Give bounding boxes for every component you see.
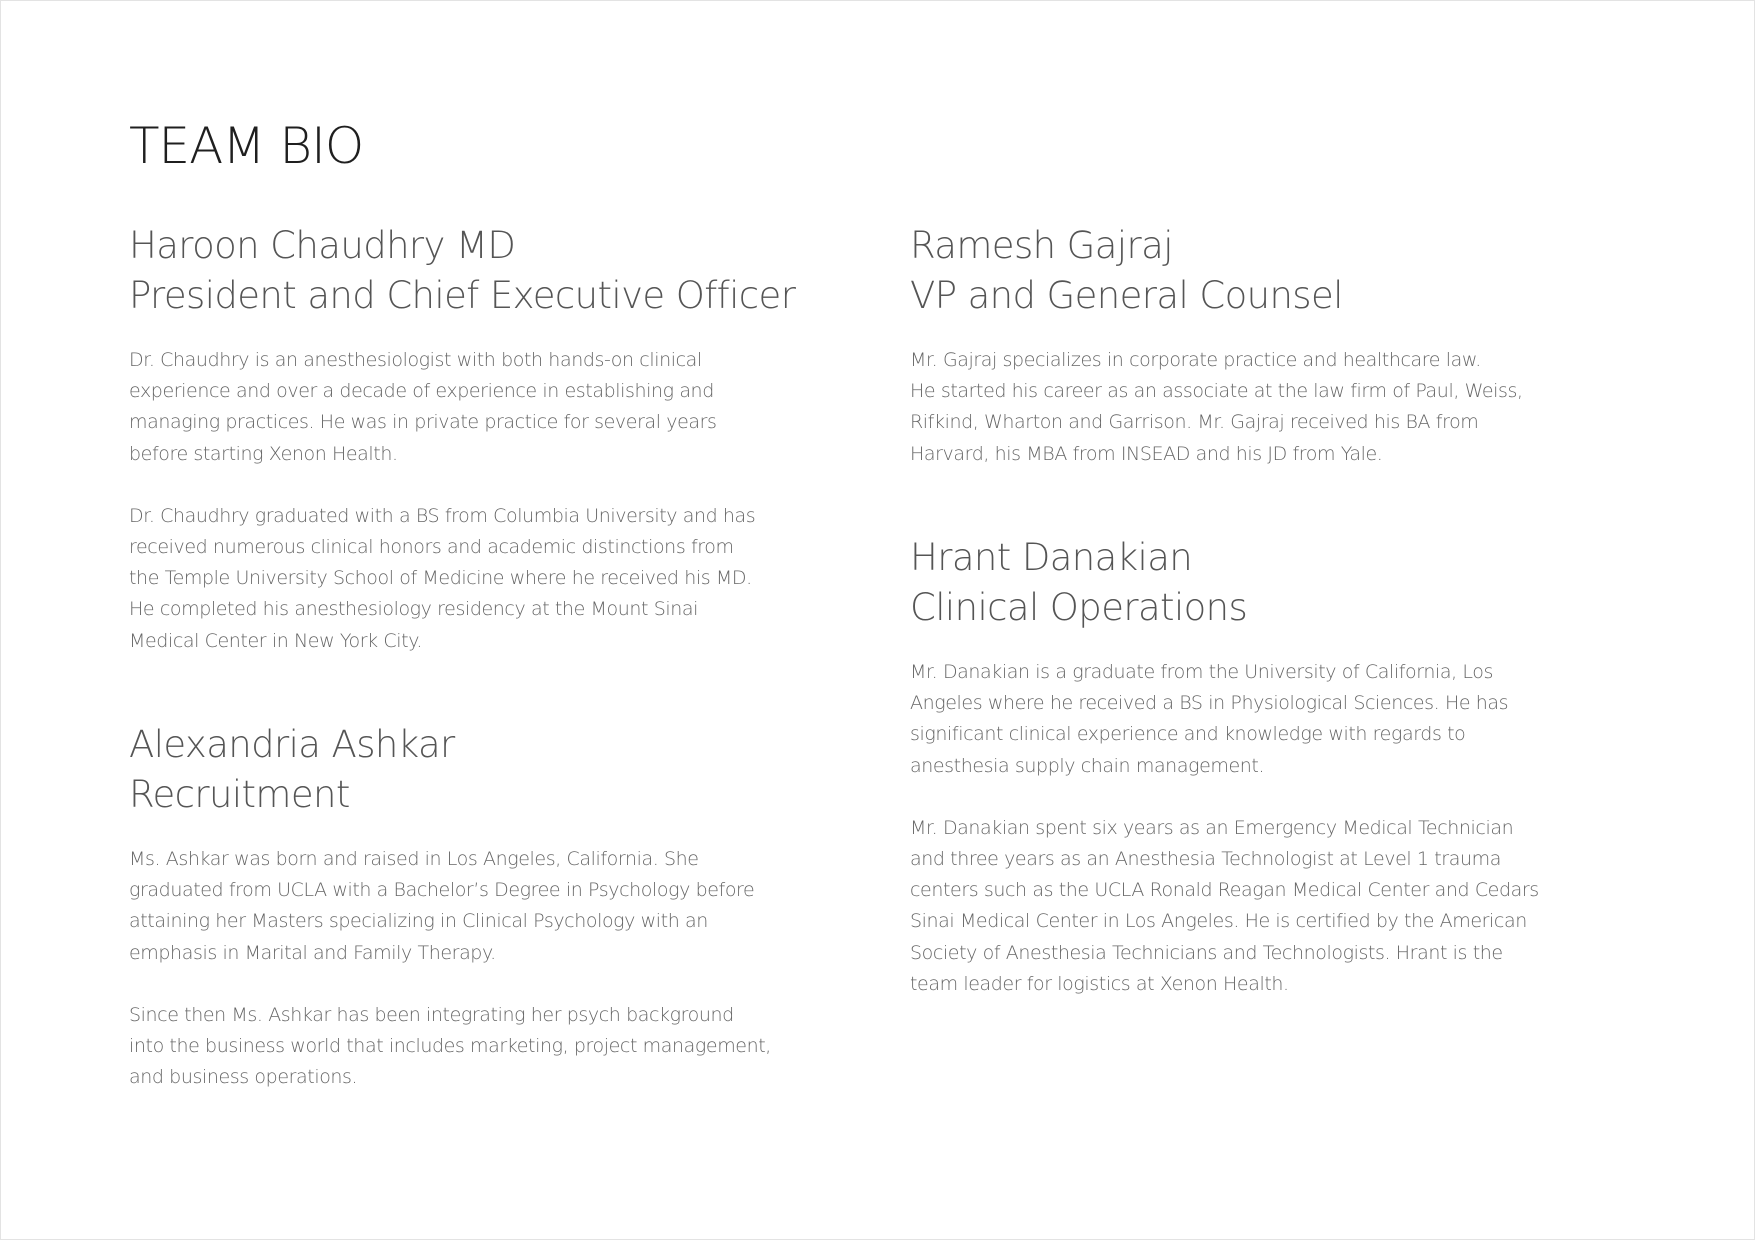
bio-line: Sinai Medical Center in Los Angeles. He is certified by the American <box>910 910 1527 933</box>
bio-line: received numerous clinical honors and academic distinctions from <box>129 536 734 559</box>
bio-paragraph <box>129 501 795 657</box>
bio-paragraph <box>910 657 1539 782</box>
bio-line: Society of Anesthesia Technicians and Technologists. Hrant is the <box>910 941 1503 964</box>
bio-role: VP and General Counsel <box>910 274 1343 317</box>
bio-role: Clinical Operations <box>910 586 1248 629</box>
bio-paragraph <box>129 345 795 470</box>
bio-line: and business operations. <box>129 1066 358 1089</box>
bio-line: Harvard, his MBA from INSEAD and his JD from Yale. <box>910 442 1383 465</box>
bio-role: Recruitment <box>129 773 350 816</box>
bio-section-danakian <box>910 533 1539 1031</box>
bio-paragraph <box>910 345 1523 470</box>
bio-line: He started his career as an associate at the law firm of Paul, Weiss, <box>910 380 1523 403</box>
bio-name: Alexandria Ashkar <box>129 723 455 766</box>
bio-line: He completed his anesthesiology residency at the Mount Sinai <box>129 598 698 621</box>
bio-name: Hrant Danakian <box>910 536 1193 579</box>
bio-role: President and Chief Executive Officer <box>129 274 796 317</box>
bio-line: Medical Center in New York City. <box>129 629 422 652</box>
bio-line: centers such as the UCLA Ronald Reagan Medical Center and Cedars <box>910 879 1539 902</box>
bio-heading <box>910 221 1523 321</box>
bio-line: team leader for logistics at Xenon Health. <box>910 972 1289 995</box>
bio-line: graduated from UCLA with a Bachelor’s Degree in Psychology before <box>129 879 755 902</box>
bio-paragraph <box>910 813 1539 1000</box>
bio-line: Mr. Gajraj specializes in corporate practice and healthcare law. <box>910 349 1481 371</box>
bio-line: Mr. Danakian spent six years as an Emergency Medical Technician <box>910 816 1514 839</box>
bio-paragraph <box>129 1000 771 1094</box>
bio-line: significant clinical experience and knowledge with regards to <box>910 723 1466 746</box>
bio-paragraph <box>129 844 771 969</box>
bio-heading <box>129 221 795 321</box>
bio-line: Ms. Ashkar was born and raised in Los Angeles, California. She <box>129 848 699 870</box>
bio-line: Dr. Chaudhry is an anesthesiologist with both hands-on clinical <box>129 349 702 371</box>
bio-line: Rifkind, Wharton and Garrison. Mr. Gajraj received his BA from <box>910 411 1479 434</box>
bio-line: attaining her Masters specializing in Clinical Psychology with an <box>129 910 708 933</box>
bio-line: Since then Ms. Ashkar has been integrating her psych background <box>129 1003 734 1026</box>
bio-line: anesthesia supply chain management. <box>910 754 1265 777</box>
bio-section-gajraj <box>910 221 1523 501</box>
bio-line: Angeles where he received a BS in Physiological Sciences. He has <box>910 692 1509 715</box>
bio-section-chaudhry <box>129 221 795 688</box>
bio-line: emphasis in Marital and Family Therapy. <box>129 941 496 964</box>
bio-line: Mr. Danakian is a graduate from the University of California, Los <box>910 661 1493 683</box>
bio-line: into the business world that includes marketing, project management, <box>129 1035 771 1058</box>
bio-line: and three years as an Anesthesia Technologist at Level 1 trauma <box>910 848 1501 871</box>
bio-section-ashkar <box>129 720 771 1124</box>
bio-heading <box>910 533 1539 633</box>
bio-line: Dr. Chaudhry graduated with a BS from Columbia University and has <box>129 504 756 527</box>
bio-line: before starting Xenon Health. <box>129 442 398 465</box>
bio-name: Ramesh Gajraj <box>910 224 1173 267</box>
page-title: TEAM BIO <box>129 117 364 175</box>
bio-line: experience and over a decade of experience in establishing and <box>129 380 714 403</box>
bio-line: the Temple University School of Medicine where he received his MD. <box>129 567 752 590</box>
bio-heading <box>129 720 771 820</box>
bio-line: managing practices. He was in private practice for several years <box>129 411 717 434</box>
bio-name: Haroon Chaudhry MD <box>129 224 516 267</box>
